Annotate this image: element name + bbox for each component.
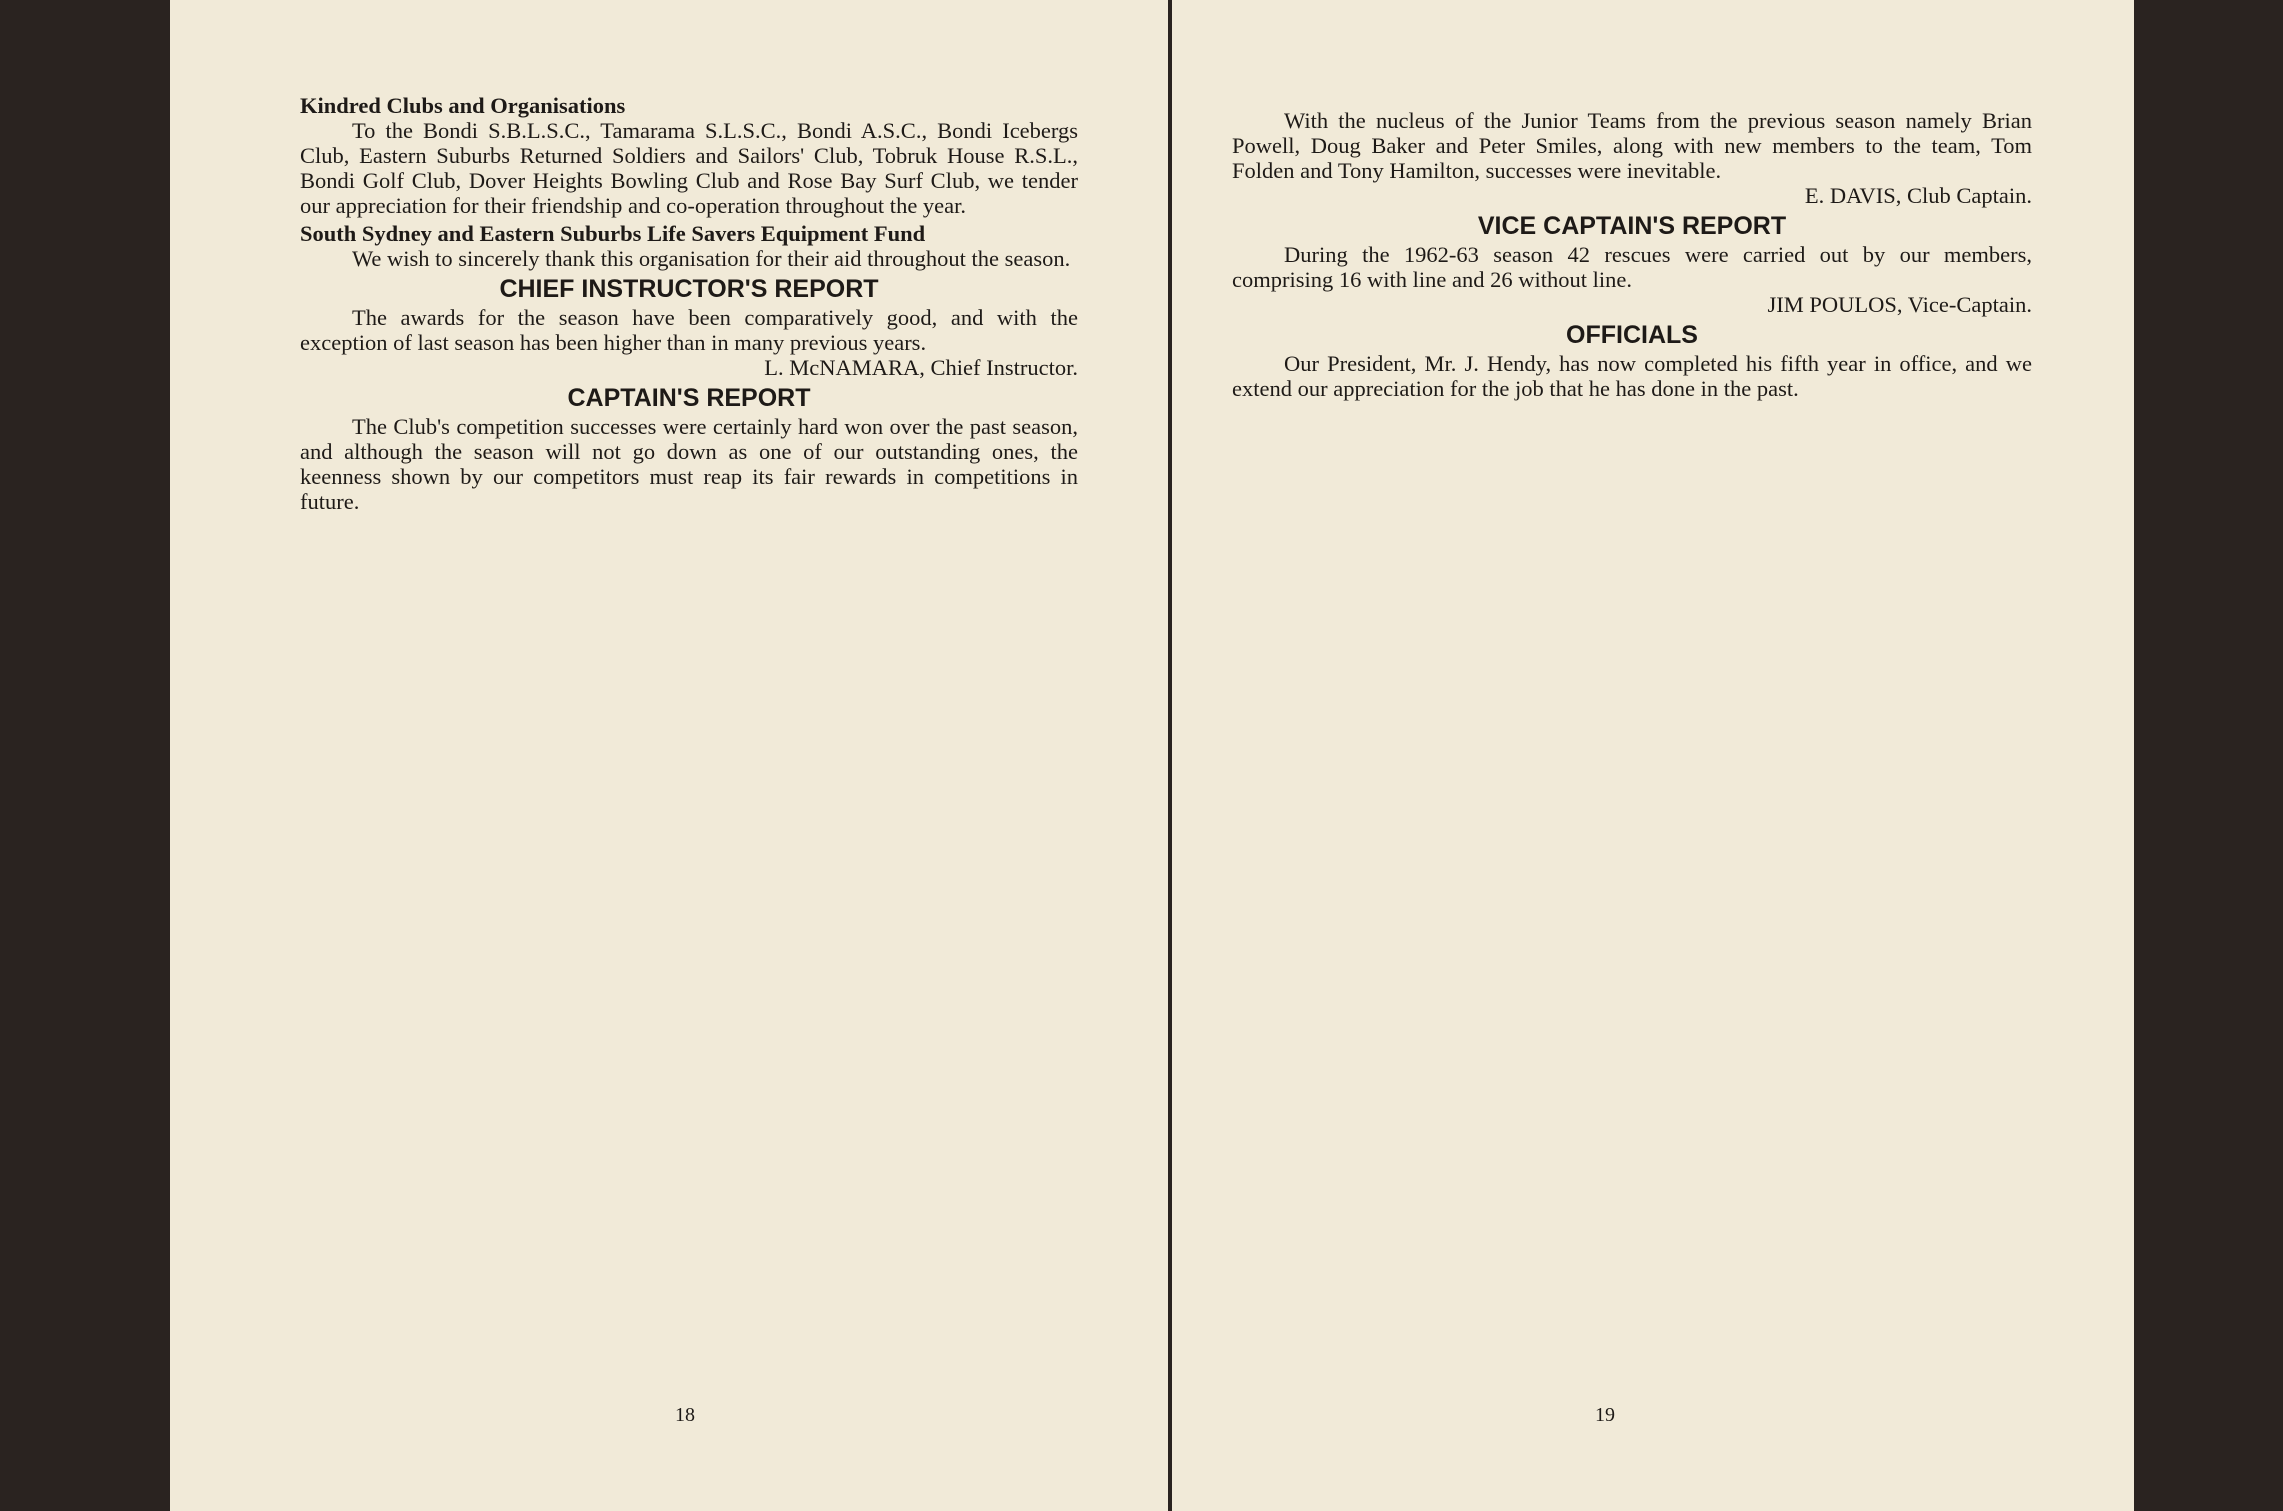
p4: The Club's competition successes were certainly hard won over the past season, and although the season will not go down as one of our outstanding ones, the keenness shown by our competitors must reap its fair rewards in competitions in future. (300, 414, 1078, 514)
h6: OFFICIALS (1566, 321, 1698, 349)
p5: With the nucleus of the Junior Teams from the previous season namely Brian Powell, Doug Baker and Peter Smiles, along with new members to the team, Tom Folden and Tony Hamilton, successes were inevitable. (1232, 108, 2032, 183)
page-left (170, 0, 1168, 1511)
sig3: JIM POULOS, Vice-Captain. (1767, 292, 2032, 317)
page-number: 18 (675, 1404, 695, 1426)
h4: CAPTAIN'S REPORT (567, 384, 811, 412)
h1: Kindred Clubs and Organisations (300, 93, 626, 118)
h5: VICE CAPTAIN'S REPORT (1477, 212, 1787, 240)
p3: The awards for the season have been comparatively good, and with the exception of last season has been higher than in many previous years. (300, 305, 1078, 355)
sig1: L. McNAMARA, Chief Instructor. (764, 355, 1078, 380)
p7: Our President, Mr. J. Hendy, has now completed his fifth year in office, and we extend our appreciation for the job that he has done in the past. (1232, 351, 2032, 401)
h2: South Sydney and Eastern Suburbs Life Savers Equipment Fund (300, 221, 926, 246)
p1: To the Bondi S.B.L.S.C., Tamarama S.L.S.C., Bondi A.S.C., Bondi Icebergs Club, Eastern Suburbs Returned Soldiers and Sailors' Club, Tobruk House R.S.L., Bondi Golf Club, Dover Heights Bowling Club and Rose Bay Surf Club, we tender our appreciation for their friendship and co-operation throughout the year. (300, 118, 1078, 218)
page-number: 19 (1595, 1404, 1615, 1426)
p6: During the 1962-63 season 42 rescues were carried out by our members, comprising 16 with line and 26 without line. (1232, 242, 2032, 292)
p2: We wish to sincerely thank this organisation for their aid throughout the season. (352, 246, 1071, 271)
h3: CHIEF INSTRUCTOR'S REPORT (499, 275, 879, 303)
page-right (1172, 0, 2134, 1511)
sig2: E. DAVIS, Club Captain. (1804, 183, 2032, 208)
